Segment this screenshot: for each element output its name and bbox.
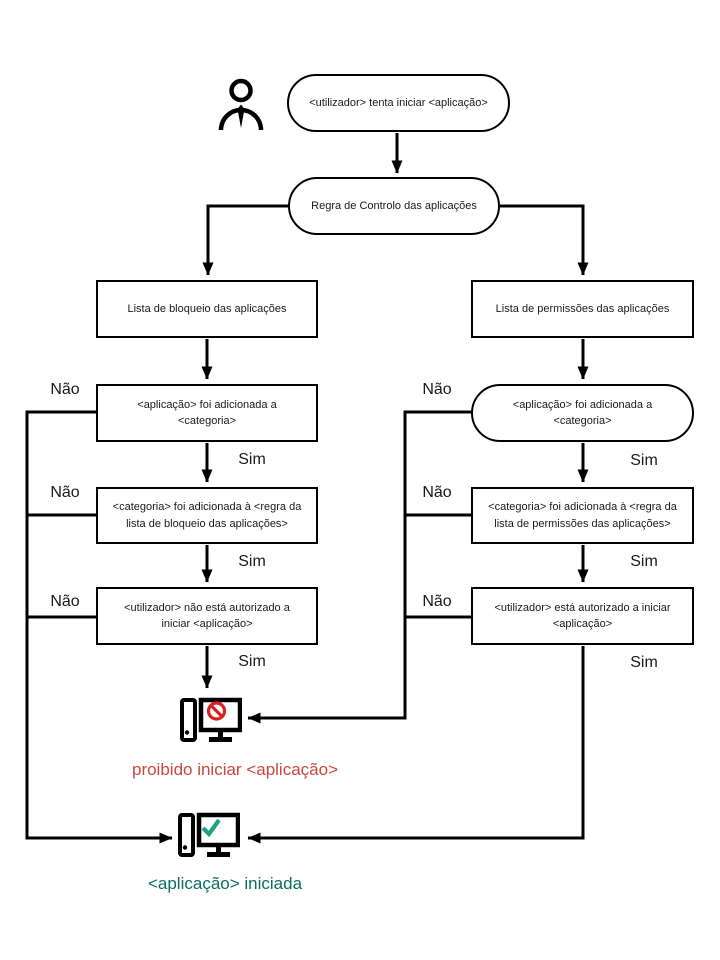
label-sim-left-1: Sim xyxy=(238,451,266,468)
label-sim-right-1: Sim xyxy=(630,452,658,469)
node-allow-user-authorized xyxy=(471,587,694,645)
label-nao-right-3: Não xyxy=(422,593,452,610)
node-allow-category-rule xyxy=(471,487,694,544)
computer-blocked-icon xyxy=(178,694,242,750)
label-nao-right-1: Não xyxy=(422,381,452,398)
label-nao-left-1: Não xyxy=(50,381,80,398)
node-start xyxy=(287,74,510,132)
outcome-started-text: <aplicação> iniciada xyxy=(147,874,303,893)
node-deny-app-category xyxy=(96,384,318,442)
computer-started-icon xyxy=(176,809,240,865)
node-allow-app-category xyxy=(471,384,694,442)
node-start-label: <utilizador> tenta iniciar <aplicação> xyxy=(309,96,488,109)
edge-allow-nao-merge-to-blocked xyxy=(248,412,471,718)
node-denylist xyxy=(96,280,318,338)
node-deny-user-authorized xyxy=(96,587,318,645)
label-nao-left-3: Não xyxy=(50,593,80,610)
node-deny-app-category-label: <aplicação> foi adicionada a <categoria> xyxy=(137,398,277,427)
node-denylist-label: Lista de bloqueio das aplicações xyxy=(127,302,287,315)
label-sim-left-3: Sim xyxy=(238,653,266,670)
node-rule-label: Regra de Controlo das aplicações xyxy=(311,199,477,212)
node-deny-user-authorized-label: <utilizador> não está autorizado a iniciar <aplicação> xyxy=(124,601,290,630)
node-allowlist xyxy=(471,280,694,338)
node-deny-category-rule-label: <categoria> foi adicionada à <regra da lista de bloqueio das aplicações> xyxy=(112,501,302,530)
node-rule xyxy=(288,177,500,235)
node-allow-app-category-label: <aplicação> foi adicionada a <categoria> xyxy=(512,398,653,427)
label-sim-right-2: Sim xyxy=(630,553,658,570)
edge-rule-to-denylist xyxy=(208,206,290,275)
user-icon xyxy=(216,78,266,132)
label-sim-right-3: Sim xyxy=(630,654,658,671)
node-allowlist-label: Lista de permissões das aplicações xyxy=(495,302,670,315)
node-allow-category-rule-label: <categoria> foi adicionada à <regra da lista de permissões das aplicações> xyxy=(488,501,677,530)
label-nao-left-2: Não xyxy=(50,484,80,501)
label-sim-left-2: Sim xyxy=(238,553,266,570)
node-allow-user-authorized-label: <utilizador> está autorizado a iniciar <aplicação> xyxy=(494,601,671,630)
node-deny-category-rule xyxy=(96,487,318,544)
outcome-blocked-text: proibido iniciar <aplicação> xyxy=(131,760,339,779)
label-nao-right-2: Não xyxy=(422,484,452,501)
edge-allow-userauth-sim-to-started xyxy=(248,646,583,838)
edge-rule-to-allowlist xyxy=(500,206,583,275)
